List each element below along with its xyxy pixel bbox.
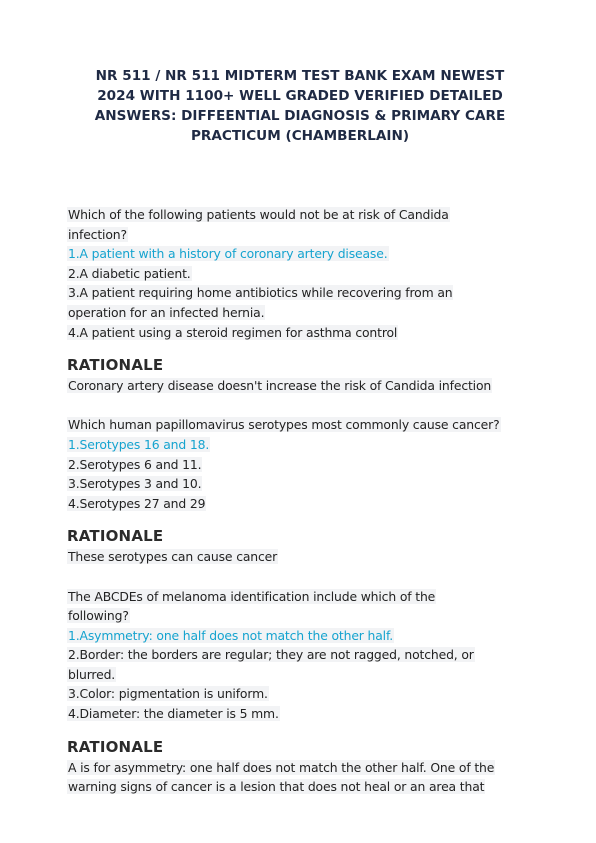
rationale-text: A is for asymmetry: one half does not match the other half. One of the xyxy=(68,759,495,775)
question-list xyxy=(67,205,537,797)
answer-option: 2.Serotypes 6 and 11. xyxy=(68,456,202,472)
question-block xyxy=(67,205,537,396)
rationale-heading: RATIONALE xyxy=(67,356,164,375)
question-stem: Which human papillomavirus serotypes most commonly cause cancer? xyxy=(68,417,500,433)
rationale-heading: RATIONALE xyxy=(67,737,164,756)
answer-option: 3.Color: pigmentation is uniform. xyxy=(68,686,268,702)
question-stem: following? xyxy=(68,608,129,624)
question-stem: infection? xyxy=(68,226,127,242)
correct-answer-option: 1.A patient with a history of coronary artery disease. xyxy=(68,246,388,262)
correct-answer-option: 1.Asymmetry: one half does not match the other half. xyxy=(68,627,394,643)
answer-option: 2.Border: the borders are regular; they are not ragged, notched, or xyxy=(68,647,474,663)
document-title xyxy=(80,66,520,146)
rationale-text: Coronary artery disease doesn't increase the risk of Candida infection xyxy=(68,378,492,394)
question-block xyxy=(67,587,537,797)
answer-option: operation for an infected hernia. xyxy=(68,304,265,320)
question-stem: The ABCDEs of melanoma identification include which of the xyxy=(68,588,436,604)
answer-option: 4.Diameter: the diameter is 5 mm. xyxy=(68,706,279,722)
title-line: ANSWERS: DIFFEENTIAL DIAGNOSIS & PRIMARY CARE xyxy=(94,108,506,124)
answer-option: 3.A patient requiring home antibiotics while recovering from an xyxy=(68,285,453,301)
title-line: NR 511 / NR 511 MIDTERM TEST BANK EXAM NEWEST xyxy=(95,68,505,84)
rationale-text: These serotypes can cause cancer xyxy=(68,549,278,565)
rationale-heading: RATIONALE xyxy=(67,527,164,546)
correct-answer-option: 1.Serotypes 16 and 18. xyxy=(68,436,210,452)
answer-option: blurred. xyxy=(68,666,116,682)
question-stem: Which of the following patients would not be at risk of Candida xyxy=(68,207,449,222)
answer-option: 4.Serotypes 27 and 29 xyxy=(68,495,206,511)
title-line: PRACTICUM (CHAMBERLAIN) xyxy=(190,128,410,144)
answer-option: 2.A diabetic patient. xyxy=(68,265,191,281)
rationale-text: warning signs of cancer is a lesion that does not heal or an area that xyxy=(68,779,485,795)
answer-option: 3.Serotypes 3 and 10. xyxy=(68,476,202,492)
title-line: 2024 WITH 1100+ WELL GRADED VERIFIED DETAILED xyxy=(97,88,503,104)
answer-option: 4.A patient using a steroid regimen for asthma control xyxy=(68,324,398,340)
question-block xyxy=(67,415,537,567)
